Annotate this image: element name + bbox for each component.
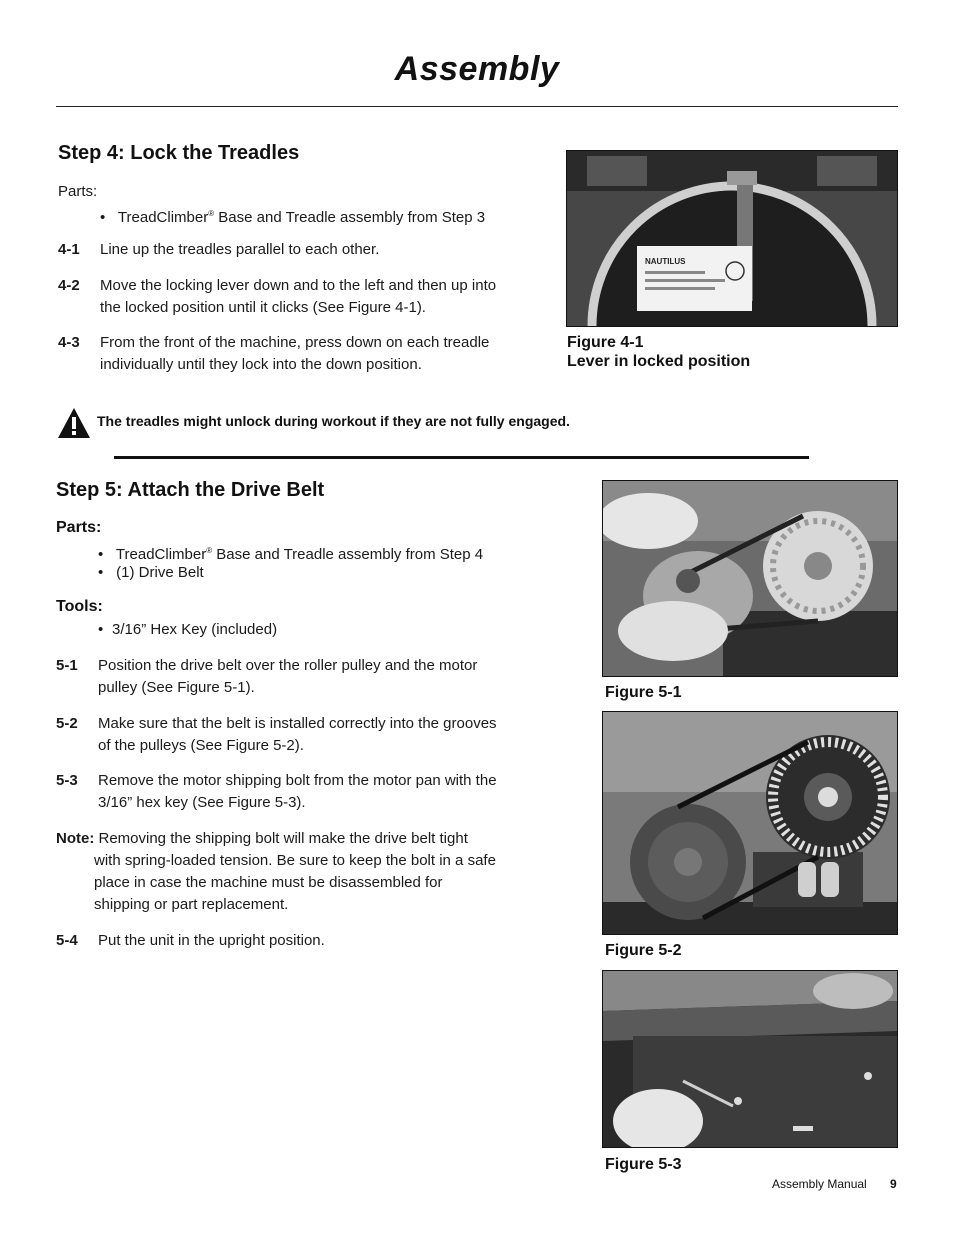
part-name: (1) Drive Belt — [116, 564, 204, 581]
step-number: 4-1 — [58, 241, 80, 258]
figure-4-1-photo — [566, 150, 898, 327]
note-label: Note: — [56, 830, 95, 847]
page-number: 9 — [890, 1177, 897, 1191]
step-text: From the front of the machine, press down on each treadle individually until they lock into the down position. — [100, 334, 490, 373]
part-name: TreadClimber — [115, 546, 207, 563]
warning-icon — [57, 407, 91, 439]
note-text: Removing the shipping bolt will make the drive belt tight with spring-loaded tension. Be sure to keep the bolt in a safe place in case the machine must be disassembled for shipping or part replacement. — [94, 830, 496, 913]
step-4-2 — [58, 275, 508, 319]
step-5-3 — [56, 770, 511, 814]
figure-5-1-photo — [602, 480, 898, 677]
footer-label: Assembly Manual — [772, 1177, 867, 1191]
step5-tools-label: Tools: — [56, 598, 103, 615]
step5-parts-label: Parts: — [56, 519, 102, 536]
step-5-4 — [56, 930, 511, 952]
step-4-3 — [58, 332, 508, 376]
step-number: 5-3 — [56, 772, 78, 789]
page-title: Assembly — [394, 50, 560, 88]
step4-parts-label: Parts: — [58, 183, 98, 200]
step5-part-item — [98, 562, 204, 584]
registered-mark: ® — [208, 209, 215, 218]
step-4-1 — [58, 239, 508, 261]
step5-tool-item: • 3/16” Hex Key (included) — [98, 619, 277, 641]
part-rest: Base and Treadle assembly from Step 4 — [212, 546, 484, 563]
title-divider — [56, 106, 898, 107]
step-number: 4-3 — [58, 334, 80, 351]
step4-heading: Step 4: Lock the Treadles — [58, 142, 300, 164]
step4-part-item — [100, 203, 485, 229]
nautilus-label: NAUTILUS — [645, 257, 686, 266]
warning-text: The treadles might unlock during workout if they are not fully engaged. — [97, 413, 570, 429]
step-number: 5-4 — [56, 932, 78, 949]
section-divider — [114, 456, 809, 459]
step-5-1 — [56, 655, 511, 699]
step-text: Line up the treadles parallel to each other. — [100, 241, 380, 258]
figure-5-1-caption: Figure 5-1 — [605, 684, 682, 701]
figure-5-2-photo — [602, 711, 898, 935]
note-block — [56, 828, 496, 916]
step-number: 4-2 — [58, 277, 80, 294]
step-text: Remove the motor shipping bolt from the motor pan with the 3/16” hex key (See Figure 5-3). — [98, 772, 497, 811]
step-number: 5-2 — [56, 715, 78, 732]
figure-5-3-photo — [602, 970, 898, 1148]
step-text: Put the unit in the upright position. — [98, 932, 325, 949]
step-number: 5-1 — [56, 657, 78, 674]
figure-4-1-number: Figure 4-1 — [567, 334, 644, 351]
figure-5-3-caption: Figure 5-3 — [605, 1156, 682, 1173]
step-5-2 — [56, 713, 511, 757]
step5-heading: Step 5: Attach the Drive Belt — [56, 479, 325, 501]
step-text: Move the locking lever down and to the left and then up into the locked position until it clicks (See Figure 4-1). — [100, 277, 497, 316]
part-rest: Base and Treadle assembly from Step 3 — [214, 209, 486, 226]
step-text: Position the drive belt over the roller pulley and the motor pulley (See Figure 5-1). — [98, 657, 478, 696]
registered-mark: ® — [206, 546, 213, 555]
step-text: Make sure that the belt is installed correctly into the grooves of the pulleys (See Figure 5-2). — [98, 715, 497, 754]
figure-4-1-title: Lever in locked position — [567, 353, 751, 370]
part-name: TreadClimber — [117, 209, 209, 226]
figure-4-1-caption — [567, 333, 750, 371]
figure-5-2-caption: Figure 5-2 — [605, 942, 682, 959]
